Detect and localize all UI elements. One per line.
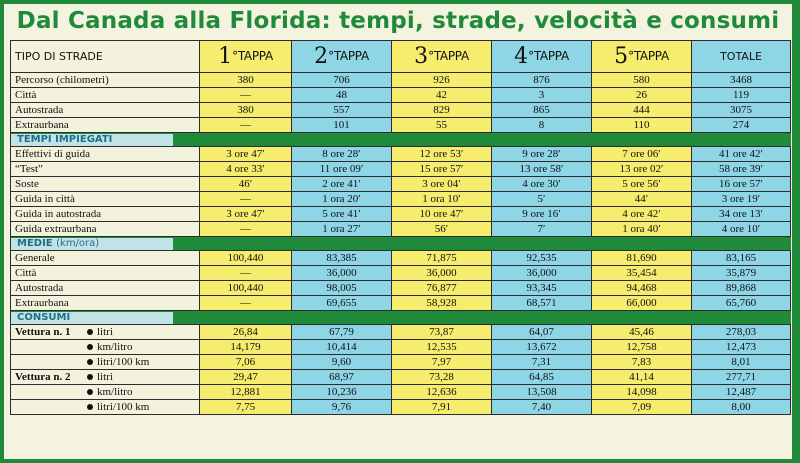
stage-cell: 100,440 [200, 251, 292, 266]
row-label: litri/100 km [97, 356, 150, 368]
bullet-icon [87, 389, 93, 395]
row-label: Autostrada [15, 104, 64, 116]
table-row [11, 340, 791, 355]
row-label: Guida in autostrada [15, 208, 102, 220]
vehicle-label: Vettura n. 1 [15, 326, 71, 338]
stage-cell: 11 ore 09′ [292, 162, 392, 177]
stage-cell: 7,09 [592, 400, 692, 415]
section-name: MEDIE [17, 238, 53, 249]
header-total: TOTALE [692, 41, 791, 73]
stage-number: 2 [314, 44, 329, 69]
stage-cell: 4 ore 42′ [592, 207, 692, 222]
section-name: TEMPI IMPIEGATI [17, 134, 113, 145]
row-label-cell [11, 162, 200, 177]
stage-number: 5 [614, 44, 629, 69]
stage-cell: 36,000 [292, 266, 392, 281]
stage-cell: 7′ [492, 222, 592, 237]
row-label-cell [11, 355, 200, 370]
stage-cell: 12 ore 53′ [392, 147, 492, 162]
row-label: Effettivi di guida [15, 148, 90, 160]
row-label-cell [11, 266, 200, 281]
stage-cell: 66,000 [592, 296, 692, 311]
table-row [11, 281, 791, 296]
total-cell: 278,03 [692, 325, 791, 340]
stage-cell: 92,535 [492, 251, 592, 266]
stage-word: TAPPA [633, 49, 669, 63]
stage-cell: 15 ore 57′ [392, 162, 492, 177]
total-cell: 83,165 [692, 251, 791, 266]
stage-cell: 36,000 [492, 266, 592, 281]
total-cell: 8,00 [692, 400, 791, 415]
stage-cell: 76,877 [392, 281, 492, 296]
table-body [11, 41, 791, 415]
table-row [11, 400, 791, 415]
stage-cell: 8 [492, 118, 592, 133]
total-cell: 65,760 [692, 296, 791, 311]
stage-cell: 13 ore 58′ [492, 162, 592, 177]
stage-cell: 7,31 [492, 355, 592, 370]
table-row [11, 177, 791, 192]
stage-cell: 94,468 [592, 281, 692, 296]
row-label-cell [11, 281, 200, 296]
stage-cell: 3 ore 47′ [200, 207, 292, 222]
stage-cell: — [200, 266, 292, 281]
total-cell: 12,487 [692, 385, 791, 400]
header-stage-2 [292, 41, 392, 73]
stage-cell: 7,83 [592, 355, 692, 370]
stage-cell: 56′ [392, 222, 492, 237]
stage-cell: 8 ore 28′ [292, 147, 392, 162]
row-label: km/litro [97, 341, 133, 353]
section-title [11, 312, 173, 324]
row-label: Guida in città [15, 193, 75, 205]
row-label-cell [11, 251, 200, 266]
row-label-cell [11, 222, 200, 237]
table-row [11, 162, 791, 177]
stage-cell: 101 [292, 118, 392, 133]
total-cell: 35,879 [692, 266, 791, 281]
data-table [10, 40, 791, 415]
section-unit: (km/ora) [56, 238, 100, 249]
header-stage-5 [592, 41, 692, 73]
stage-cell: 44′ [592, 192, 692, 207]
total-cell: 119 [692, 88, 791, 103]
section-header [11, 311, 791, 325]
stage-cell: 7,06 [200, 355, 292, 370]
stage-cell: 2 ore 41′ [292, 177, 392, 192]
table-row [11, 251, 791, 266]
stage-cell: 876 [492, 73, 592, 88]
total-cell: 277,71 [692, 370, 791, 385]
total-cell: 12,473 [692, 340, 791, 355]
stage-cell: 10,236 [292, 385, 392, 400]
stage-word: TAPPA [237, 49, 273, 63]
table-row [11, 73, 791, 88]
stage-cell: 9 ore 16′ [492, 207, 592, 222]
header-stage-3 [392, 41, 492, 73]
vehicle-label: Vettura n. 2 [15, 371, 71, 383]
stage-cell: 14,098 [592, 385, 692, 400]
row-label: Città [15, 267, 37, 279]
stage-cell: 36,000 [392, 266, 492, 281]
stage-cell: 5 ore 41′ [292, 207, 392, 222]
stage-cell: 46′ [200, 177, 292, 192]
table-row [11, 325, 791, 340]
stage-cell: 829 [392, 103, 492, 118]
stage-cell: 13,508 [492, 385, 592, 400]
table-row [11, 385, 791, 400]
stage-cell: 7,40 [492, 400, 592, 415]
total-cell: 58 ore 39′ [692, 162, 791, 177]
stage-cell: 9,60 [292, 355, 392, 370]
stage-cell: 13 ore 02′ [592, 162, 692, 177]
stage-cell: 380 [200, 73, 292, 88]
row-label-cell [11, 118, 200, 133]
stage-cell: 7,75 [200, 400, 292, 415]
stage-cell: 1 ora 40′ [592, 222, 692, 237]
stage-cell: 93,345 [492, 281, 592, 296]
stage-cell: 10,414 [292, 340, 392, 355]
stage-cell: 58,928 [392, 296, 492, 311]
table-row [11, 266, 791, 281]
total-cell: 274 [692, 118, 791, 133]
stage-cell: 13,672 [492, 340, 592, 355]
stage-cell: 71,875 [392, 251, 492, 266]
row-label: km/litro [97, 386, 133, 398]
header-stage-1 [200, 41, 292, 73]
row-label: litri/100 km [97, 401, 150, 413]
table-row [11, 147, 791, 162]
stage-word: TAPPA [433, 49, 469, 63]
row-label: Extraurbana [15, 297, 69, 309]
stage-degree: ° [628, 49, 634, 63]
section-name: CONSUMI [17, 312, 71, 323]
stage-cell: 69,655 [292, 296, 392, 311]
header-row [11, 41, 791, 73]
stage-cell: 64,85 [492, 370, 592, 385]
stage-cell: 55 [392, 118, 492, 133]
bullet-icon [87, 359, 93, 365]
stage-cell: 48 [292, 88, 392, 103]
stage-cell: 42 [392, 88, 492, 103]
stage-cell: 580 [592, 73, 692, 88]
row-label-cell [11, 177, 200, 192]
row-label-cell [11, 192, 200, 207]
bullet-icon [87, 374, 93, 380]
stage-cell: 865 [492, 103, 592, 118]
stage-cell: 3 [492, 88, 592, 103]
stage-cell: 444 [592, 103, 692, 118]
stage-cell: 7,91 [392, 400, 492, 415]
row-label: litri [97, 326, 113, 338]
table-row [11, 88, 791, 103]
table-row [11, 296, 791, 311]
stage-cell: — [200, 222, 292, 237]
row-label-cell [11, 340, 200, 355]
table-row [11, 192, 791, 207]
row-label-cell [11, 400, 200, 415]
stage-cell: 10 ore 47′ [392, 207, 492, 222]
stage-cell: 9 ore 28′ [492, 147, 592, 162]
stage-cell: 83,385 [292, 251, 392, 266]
stage-word: TAPPA [533, 49, 569, 63]
total-cell: 3468 [692, 73, 791, 88]
stage-cell: 81,690 [592, 251, 692, 266]
row-label-cell [11, 103, 200, 118]
page-title: Dal Canada alla Florida: tempi, strade, velocità e consumi [16, 8, 780, 34]
stage-cell: 26 [592, 88, 692, 103]
stage-word: TAPPA [333, 49, 369, 63]
row-label: Soste [15, 178, 39, 190]
row-label: Guida extraurbana [15, 223, 97, 235]
stage-cell: 68,97 [292, 370, 392, 385]
stage-cell: 7,97 [392, 355, 492, 370]
section-title [11, 134, 173, 146]
table-row [11, 103, 791, 118]
stage-cell: 12,881 [200, 385, 292, 400]
section-header [11, 237, 791, 251]
row-label: Extraurbana [15, 119, 69, 131]
row-label: Percorso (chilometri) [15, 74, 109, 86]
total-cell: 89,868 [692, 281, 791, 296]
bullet-icon [87, 344, 93, 350]
table-row [11, 118, 791, 133]
stage-cell: 14,179 [200, 340, 292, 355]
stage-cell: 98,005 [292, 281, 392, 296]
header-label: TIPO DI STRADE [11, 41, 200, 73]
stage-cell: 12,636 [392, 385, 492, 400]
total-cell: 8,01 [692, 355, 791, 370]
stage-cell: 1 ora 10′ [392, 192, 492, 207]
total-cell: 16 ore 57′ [692, 177, 791, 192]
row-label: Generale [15, 252, 55, 264]
stage-cell: 110 [592, 118, 692, 133]
stage-cell: 9,76 [292, 400, 392, 415]
table-row [11, 222, 791, 237]
stage-cell: 12,535 [392, 340, 492, 355]
row-label-cell [11, 325, 200, 340]
stage-cell: 73,28 [392, 370, 492, 385]
stage-cell: — [200, 296, 292, 311]
row-label: “Test” [15, 163, 43, 175]
stage-cell: 100,440 [200, 281, 292, 296]
stage-cell: — [200, 118, 292, 133]
stage-cell: — [200, 192, 292, 207]
row-label-cell [11, 207, 200, 222]
stage-cell: 68,571 [492, 296, 592, 311]
stage-cell: 64,07 [492, 325, 592, 340]
stage-cell: 45,46 [592, 325, 692, 340]
stage-cell: 5′ [492, 192, 592, 207]
bullet-icon [87, 329, 93, 335]
total-cell: 41 ore 42′ [692, 147, 791, 162]
row-label: Autostrada [15, 282, 64, 294]
stage-degree: ° [428, 49, 434, 63]
bullet-icon [87, 404, 93, 410]
stage-cell: 41,14 [592, 370, 692, 385]
stage-cell: 4 ore 33′ [200, 162, 292, 177]
section-title [11, 238, 173, 250]
row-label-cell [11, 370, 200, 385]
section-header [11, 133, 791, 147]
stage-cell: 5 ore 56′ [592, 177, 692, 192]
stage-cell: 29,47 [200, 370, 292, 385]
stage-cell: 706 [292, 73, 392, 88]
total-cell: 34 ore 13′ [692, 207, 791, 222]
stage-number: 4 [514, 44, 529, 69]
stage-cell: 3 ore 47′ [200, 147, 292, 162]
row-label-cell [11, 147, 200, 162]
header-stage-4 [492, 41, 592, 73]
table-row [11, 370, 791, 385]
total-cell: 4 ore 10′ [692, 222, 791, 237]
stage-cell: 67,79 [292, 325, 392, 340]
stage-cell: 3 ore 04′ [392, 177, 492, 192]
row-label-cell [11, 88, 200, 103]
stage-cell: 380 [200, 103, 292, 118]
row-label: Città [15, 89, 37, 101]
stage-degree: ° [328, 49, 334, 63]
table-row [11, 355, 791, 370]
stage-degree: ° [232, 49, 238, 63]
stage-cell: 12,758 [592, 340, 692, 355]
stage-cell: 7 ore 06′ [592, 147, 692, 162]
stage-cell: 35,454 [592, 266, 692, 281]
stage-cell: 1 ora 20′ [292, 192, 392, 207]
total-cell: 3075 [692, 103, 791, 118]
row-label-cell [11, 296, 200, 311]
stage-cell: 926 [392, 73, 492, 88]
stage-degree: ° [528, 49, 534, 63]
row-label-cell [11, 385, 200, 400]
stage-cell: 557 [292, 103, 392, 118]
stage-cell: 26,84 [200, 325, 292, 340]
stage-cell: 1 ora 27′ [292, 222, 392, 237]
row-label: litri [97, 371, 113, 383]
stage-cell: 4 ore 30′ [492, 177, 592, 192]
row-label-cell [11, 73, 200, 88]
stage-cell: — [200, 88, 292, 103]
stage-number: 1 [218, 44, 233, 69]
table-row [11, 207, 791, 222]
stage-cell: 73,87 [392, 325, 492, 340]
stage-number: 3 [414, 44, 429, 69]
total-cell: 3 ore 19′ [692, 192, 791, 207]
